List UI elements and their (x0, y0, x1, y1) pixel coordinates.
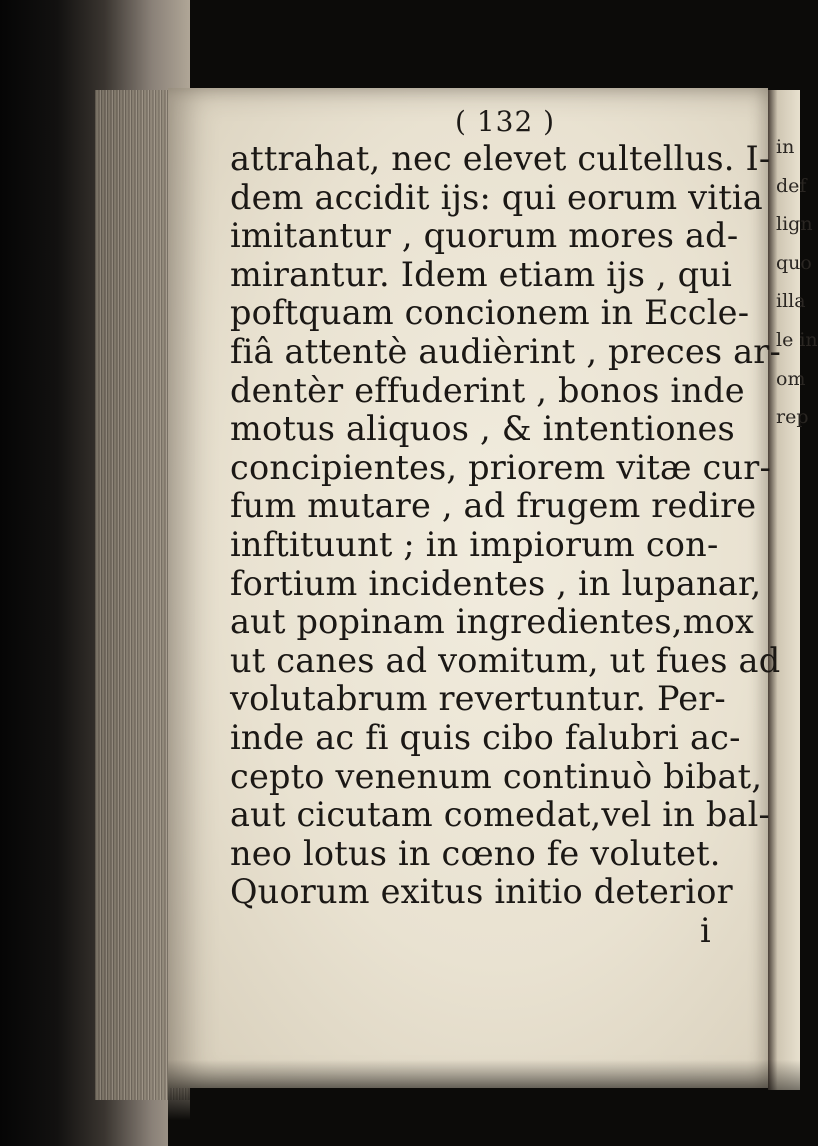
adjacent-fragment: lign (776, 213, 813, 236)
adjacent-fragment: le in (776, 328, 818, 351)
text-line: fortium incidentes , in lupanar, (230, 563, 762, 603)
text-block (230, 140, 790, 950)
text-line: Quorum exitus initio deterior (230, 872, 733, 912)
adjacent-fragment: illa (776, 290, 806, 313)
text-line: concipientes, priorem vitæ cur- (230, 447, 772, 487)
text-line: mirantur. Idem etiam ijs , qui (230, 254, 732, 294)
text-line: aut cicutam comedat,vel in bal- (230, 795, 771, 835)
text-line: poftquam concionem in Eccle- (230, 293, 750, 333)
text-line: inftituunt ; in impiorum con- (230, 524, 719, 564)
text-line: aut popinam ingredientes,mox (230, 602, 755, 642)
text-line: imitantur , quorum mores ad- (230, 216, 739, 256)
text-line: volutabrum revertuntur. Per- (230, 679, 726, 719)
adjacent-fragment: def (776, 174, 807, 197)
text-line: fum mutare , ad frugem redire (230, 486, 757, 526)
adjacent-fragment: quo (776, 251, 812, 274)
text-line: motus aliquos , & intentiones (230, 409, 735, 449)
text-line: dem accidit ijs: qui eorum vitia (230, 177, 763, 217)
text-line: cepto venenum continuò bibat, (230, 756, 763, 796)
text-line: attrahat, nec elevet cultellus. I- (230, 139, 771, 178)
text-line: inde ac fi quis cibo falubri ac- (230, 717, 741, 757)
adjacent-fragment: in (776, 136, 795, 158)
text-line: ut canes ad vomitum, ut fues ad (230, 640, 781, 680)
text-line: dentèr effuderint , bonos inde (230, 370, 745, 410)
page-number: ( 132 ) (455, 105, 556, 138)
text-line: i (700, 910, 711, 950)
text-line: neo lotus in cœno fe volutet. (230, 833, 721, 873)
bottom-shadow (168, 1060, 800, 1146)
adjacent-fragment: rep (776, 406, 809, 429)
adjacent-fragment: om (776, 367, 806, 390)
text-line: fiâ attentè audièrint , preces ar- (230, 331, 782, 371)
